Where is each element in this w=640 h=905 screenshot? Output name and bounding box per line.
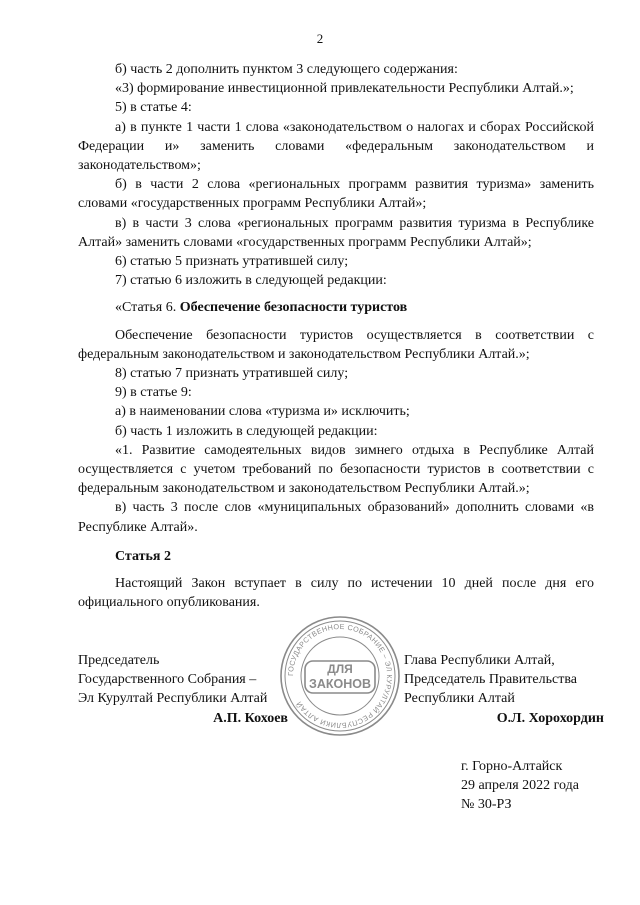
- paragraph: 8) статью 7 признать утратившей силу;: [115, 366, 349, 382]
- paragraph: 7) статью 6 изложить в следующей редакции:: [115, 273, 387, 289]
- paragraph: б) часть 2 дополнить пунктом 3 следующего содержания:: [115, 62, 458, 77]
- signer-name: А.П. Кохоев: [213, 710, 288, 726]
- paragraph: «3) формирование инвестиционной привлекательности Республики Алтай.»;: [115, 81, 574, 97]
- paragraph: 6) статью 5 признать утратившей силу;: [115, 254, 349, 270]
- article-6-prefix: «Статья 6.: [115, 300, 180, 316]
- signature-right: [404, 651, 604, 728]
- page-number: 2: [316, 31, 324, 46]
- stamp-line-2: ЗАКОНОВ: [309, 677, 371, 691]
- signature-left: [78, 651, 288, 728]
- signer-title-line: Эл Курултай Республики Алтай: [78, 691, 268, 707]
- paragraph: б) часть 1 изложить в следующей редакции:: [115, 423, 378, 439]
- paragraph: 9) в статье 9:: [115, 385, 192, 401]
- paragraph: «1. Развитие самодеятельных видов зимнего отдыха в Республике Алтай осуществляется с учетом требований по безопасности туристов в соответствии с федеральным законодательством и законодательством Республики Алтай.»;: [78, 442, 594, 497]
- signer-title-line: Председатель: [78, 653, 160, 668]
- article-6-text: Обеспечение безопасности туристов осуществляется в соответствии с федеральным законодательством и законодательством Республики Алтай.»;: [78, 327, 594, 362]
- date: 29 апреля 2022 года: [461, 778, 579, 794]
- signer-title-line: Республики Алтай: [404, 691, 515, 707]
- paragraph: в) в части 3 слова «региональных программ развития туризма в Республике Алтай» заменить словами «государственных программ Республики Алтай»;: [78, 215, 594, 250]
- city: г. Горно-Алтайск: [461, 759, 563, 774]
- signer-title-line: Государственного Собрания –: [78, 672, 257, 688]
- article-2-text: Настоящий Закон вступает в силу по истечении 10 дней после дня его официального опубликования.: [78, 576, 594, 611]
- article-2-title: Статья 2: [115, 548, 171, 564]
- signer-name: О.Л. Хорохордин: [496, 710, 604, 726]
- place-date-number: [461, 757, 579, 815]
- signer-title-line: Глава Республики Алтай,: [404, 653, 555, 668]
- article-6-heading: [78, 298, 594, 317]
- stamp-ring-text: ГОСУДАРСТВЕННОЕ СОБРАНИЕ – ЭЛ КУРУЛТАЙ РЕСПУБЛИКИ АЛТАЙ: [285, 621, 395, 731]
- stamp-line-1: ДЛЯ: [327, 662, 353, 676]
- paragraph: б) в части 2 слова «региональных программ развития туризма» заменить словами «государственных программ Республики Алтай»;: [78, 177, 594, 212]
- paragraph: а) в наименовании слова «туризма и» исключить;: [115, 404, 410, 420]
- paragraph: в) часть 3 после слов «муниципальных образований» дополнить словами «в Республике Алтай».: [78, 500, 594, 535]
- law-number: № 30-РЗ: [461, 797, 512, 813]
- article-6-title: Обеспечение безопасности туристов: [179, 300, 408, 316]
- law-text: [78, 60, 594, 612]
- paragraph: 5) в статье 4:: [115, 100, 192, 116]
- signer-title-line: Председатель Правительства: [404, 672, 577, 688]
- paragraph: а) в пункте 1 части 1 слова «законодательством о налогах и сборах Российской Федерации и» заменить словами «федеральным законодательством и законодательством»;: [78, 119, 594, 174]
- official-stamp: [279, 615, 401, 737]
